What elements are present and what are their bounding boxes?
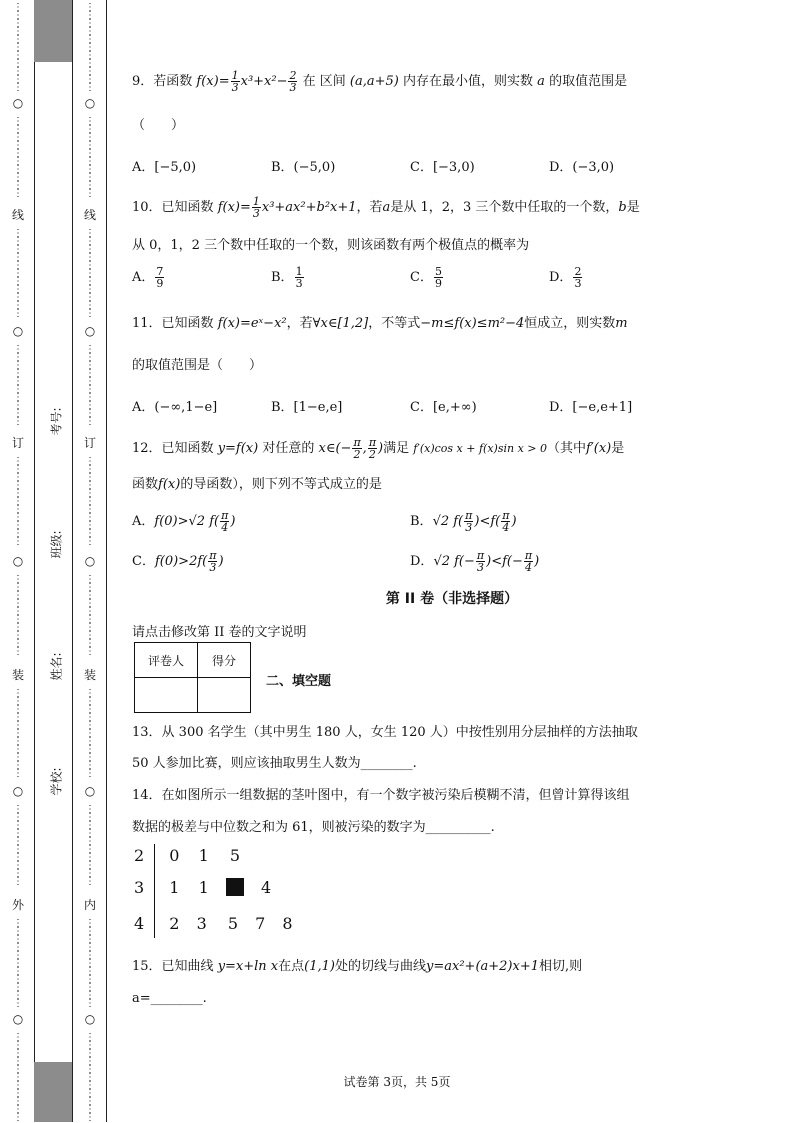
- binding-circle-marker: ○: [84, 96, 96, 110]
- q10-option-c[interactable]: C． $\frac{5}{9}$: [410, 265, 442, 290]
- q14-line2: 数据的极差与中位数之和为 61，则被污染的数字为__________.: [132, 820, 495, 835]
- stem-leaf-row: 2 0 1 5: [134, 846, 241, 865]
- stem-leaf-row: 4 2 3 5 7 8: [134, 914, 293, 933]
- q13-line2: 50 人参加比赛，则应该抽取男生人数为________.: [132, 756, 417, 771]
- question-12: 12．已知函数 y=f(x) 对任意的 x∈(− $\frac{\pi}{2}$ , $\frac{\pi}{2}$ )满足 f′(x)cos x + f(x)sin x > 0（其中f′(x)是: [132, 436, 625, 461]
- binding-circle-marker: ○: [12, 784, 24, 798]
- binding-label-inner-4: 内: [83, 898, 96, 912]
- field-class: 班级:: [49, 530, 64, 559]
- q12-option-d[interactable]: D．√2 f(− $\frac{\pi}{3}$ )<f(− $\frac{\pi}{4}$ ): [410, 549, 540, 574]
- q11-option-a[interactable]: A．(−∞,1−e]: [132, 400, 218, 415]
- q12-line2: 函数f(x)的导函数），则下列不等式成立的是: [132, 477, 382, 492]
- binding-line-left: [34, 0, 35, 1122]
- binding-circle-marker: ○: [84, 324, 96, 338]
- stem-leaf-row: 3 1 1 4: [134, 878, 272, 897]
- q10-option-d[interactable]: D． $\frac{2}{3}$: [549, 265, 582, 290]
- q9-option-c[interactable]: C．[−3,0): [410, 160, 475, 175]
- binding-label-outer-3: 装: [11, 668, 24, 682]
- score-table: [134, 642, 251, 713]
- score-table-grader-header: 评卷人: [135, 643, 198, 678]
- q11-option-b[interactable]: B．[1−e,e]: [271, 400, 343, 415]
- score-table-score-cell[interactable]: [198, 678, 251, 713]
- q9-function: f(x)= $\frac{1}{3}$ x³+x²− $\frac{2}{3}$: [196, 69, 297, 94]
- binding-margin: ⋮ ⋮ ⋮ ⋮ ⋮ ⋮ ⋮ ⋮ ⋮ ⋮ ⋮ ○ ⋮ ⋮ ⋮ ⋮ ⋮ ⋮ ⋮ ⋮ ⋮ ⋮ 线 ⋮ ⋮ ⋮ ⋮ ⋮ ⋮ ⋮ ⋮ ⋮ ⋮ ⋮ ○ ⋮ ⋮ ⋮ ⋮ ⋮ ⋮ ⋮ ⋮ ⋮ ⋮ 订 ⋮ ⋮ ⋮ ⋮ ⋮ ⋮ ⋮ ⋮ ⋮ ⋮ ⋮ ○ ⋮ ⋮ ⋮ ⋮ ⋮ ⋮ ⋮ ⋮ ⋮ ⋮ 装 ⋮ ⋮ ⋮ ⋮ ⋮ ⋮ ⋮ ⋮ ⋮ ⋮ ⋮ ○ ⋮ ⋮ ⋮ ⋮ ⋮ ⋮ ⋮ ⋮ ⋮ ⋮ 外 ⋮ ⋮ ⋮ ⋮ ⋮ ⋮ ⋮ ⋮ ⋮ ⋮ ⋮ ○ ⋮ ⋮ ⋮ ⋮ ⋮ ⋮ ⋮ ⋮ ⋮ ⋮ ⋮ ⋮ ⋮ ⋮ ⋮ ⋮ ⋮ ⋮ ⋮ ⋮ ⋮ ⋮ ○ ⋮ ⋮ ⋮ ⋮ ⋮ ⋮ ⋮ ⋮ ⋮ ⋮ 线 ⋮ ⋮ ⋮ ⋮ ⋮ ⋮ ⋮ ⋮ ⋮ ⋮ ⋮ ○ ⋮ ⋮ ⋮ ⋮ ⋮ ⋮ ⋮ ⋮ ⋮ ⋮ 订 ⋮ ⋮ ⋮ ⋮ ⋮ ⋮ ⋮ ⋮ ⋮ ⋮ ⋮ ○ ⋮ ⋮ ⋮ ⋮ ⋮ ⋮ ⋮ ⋮ ⋮ ⋮ 装 ⋮ ⋮ ⋮ ⋮ ⋮ ⋮ ⋮ ⋮ ⋮ ⋮ ⋮ ○ ⋮ ⋮ ⋮ ⋮ ⋮ ⋮ ⋮ ⋮ ⋮ ⋮ 内 ⋮ ⋮ ⋮ ⋮ ⋮ ⋮ ⋮ ⋮ ⋮ ⋮ ⋮ ○ ⋮ ⋮ ⋮ ⋮ ⋮ ⋮ ⋮ ⋮ ⋮ ⋮ ⋮ 考号: 班级: 姓名: 学校:: [0, 0, 108, 1122]
- question-15: 15．已知曲线 y=x+ln x在点(1,1)处的切线与曲线y=ax²+(a+2)x+1相切,则: [132, 959, 583, 974]
- q12-option-c[interactable]: C．f(0)>2f( $\frac{\pi}{3}$ ): [132, 549, 224, 574]
- q11-line2: 的取值范围是（ ）: [132, 358, 263, 373]
- binding-circle-marker: ○: [12, 554, 24, 568]
- q12-option-a[interactable]: A．f(0)>√2 f( $\frac{\pi}{4}$ ): [132, 509, 236, 534]
- q9-option-d[interactable]: D．(−3,0): [549, 160, 615, 175]
- score-table-grader-cell[interactable]: [135, 678, 198, 713]
- score-table-score-header: 得分: [198, 643, 251, 678]
- question-11: 11．已知函数 f(x)=eˣ−x²，若∀x∈[1,2]，不等式−m≤f(x)≤m²−4恒成立，则实数m: [132, 316, 628, 331]
- question-13: 13．从 300 名学生（其中男生 180 人，女生 120 人）中按性别用分层抽样的方法抽取: [132, 725, 638, 740]
- q10-line2: 从 0，1，2 三个数中任取的一个数，则该函数有两个极值点的概率为: [132, 238, 530, 253]
- page-footer: 试卷第 3页，共 5页: [343, 1075, 451, 1089]
- binding-label-inner-1: 线: [83, 208, 96, 222]
- field-exam-number: 考号:: [49, 407, 64, 436]
- smudged-digit: [226, 878, 244, 897]
- q9-option-a[interactable]: A．[−5,0): [132, 160, 197, 175]
- q9-option-b[interactable]: B．(−5,0): [271, 160, 336, 175]
- section-note[interactable]: 请点击修改第 II 卷的文字说明: [132, 625, 307, 640]
- binding-circle-marker: ○: [84, 1012, 96, 1026]
- q11-option-d[interactable]: D．[−e,e+1]: [549, 400, 633, 415]
- q10-option-a[interactable]: A． $\frac{7}{9}$: [132, 265, 164, 290]
- field-school: 学校:: [49, 767, 64, 796]
- binding-circle-marker: ○: [12, 324, 24, 338]
- binding-label-outer-4: 外: [11, 898, 24, 912]
- binding-gray-block-bottom: [34, 1062, 72, 1122]
- binding-line-mid: [72, 0, 73, 1122]
- binding-circle-marker: ○: [12, 96, 24, 110]
- question-10: 10．已知函数 f(x)= $\frac{1}{3}$ x³+ax²+b²x+1，若a是从 1，2，3 三个数中任取的一个数，b是: [132, 195, 640, 220]
- binding-circle-marker: ○: [12, 1012, 24, 1026]
- q12-option-b[interactable]: B．√2 f( $\frac{\pi}{3}$ )<f( $\frac{\pi}{4}$ ): [410, 509, 517, 534]
- section-title: 第 II 卷（非选择题）: [385, 591, 519, 607]
- q9-paren: （ ）: [132, 118, 185, 133]
- binding-line-right: [106, 0, 107, 1122]
- binding-label-inner-3: 装: [83, 668, 96, 682]
- binding-gray-block-top: [34, 0, 72, 62]
- binding-label-outer-1: 线: [11, 208, 24, 222]
- q10-option-b[interactable]: B． $\frac{1}{3}$: [271, 265, 303, 290]
- q11-option-c[interactable]: C．[e,+∞): [410, 400, 477, 415]
- field-name: 姓名:: [49, 652, 64, 681]
- section-heading-fill-in: 二、填空题: [266, 674, 332, 689]
- binding-label-outer-2: 订: [11, 436, 24, 450]
- question-14: 14．在如图所示一组数据的茎叶图中，有一个数字被污染后模糊不清，但曾计算得该组: [132, 788, 630, 803]
- question-9: 9．若函数 f(x)= $\frac{1}{3}$ x³+x²− $\frac{2}{3}$ 在 区间 (a,a+5) 内存在最小值，则实数 a 的取值范围是: [132, 69, 628, 94]
- binding-label-inner-2: 订: [83, 436, 96, 450]
- q15-line2: a=________.: [132, 991, 207, 1006]
- binding-circle-marker: ○: [84, 554, 96, 568]
- smudge-block: [226, 878, 244, 896]
- binding-circle-marker: ○: [84, 784, 96, 798]
